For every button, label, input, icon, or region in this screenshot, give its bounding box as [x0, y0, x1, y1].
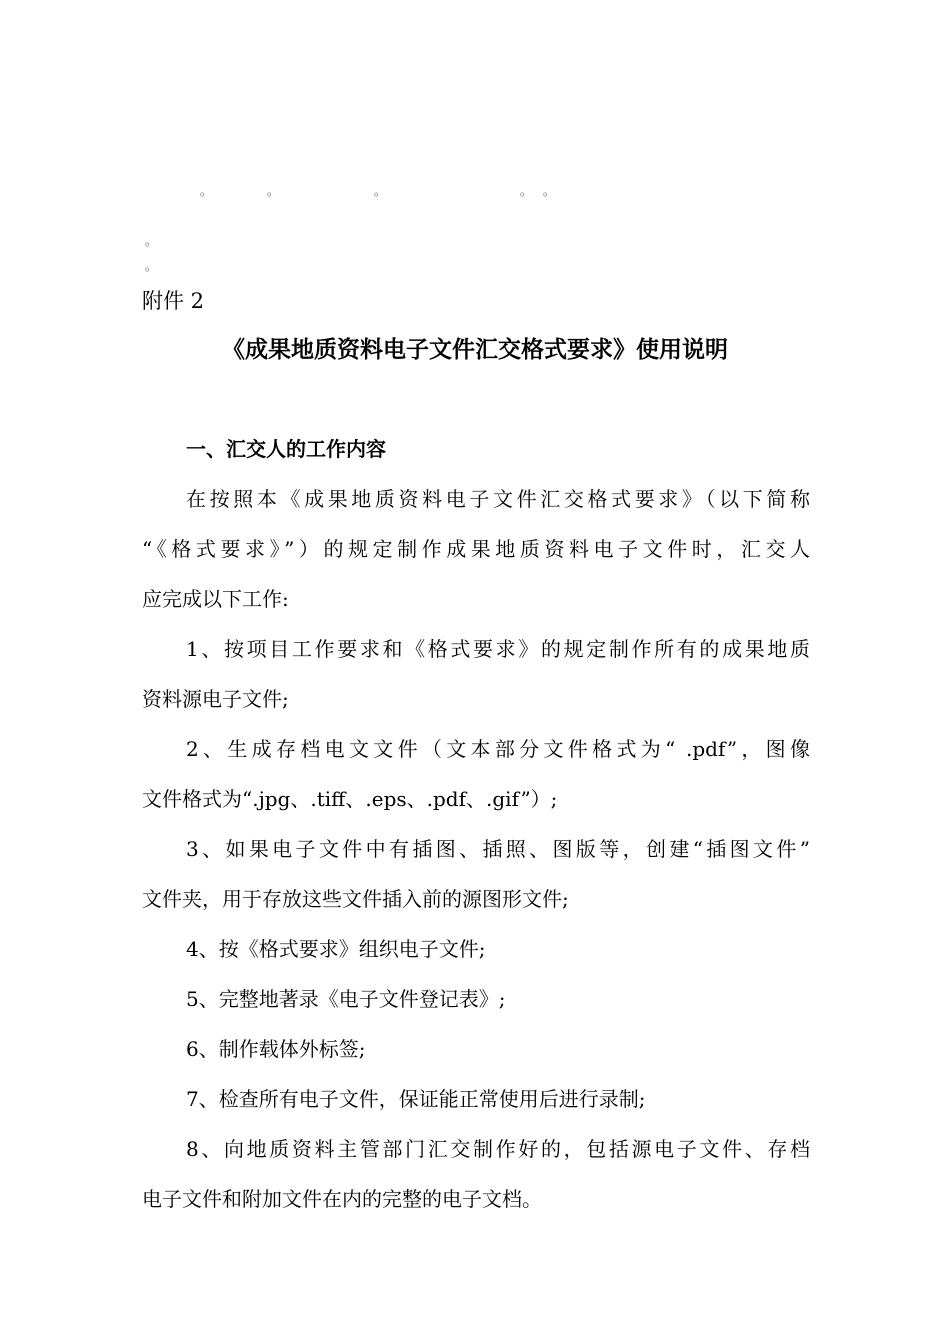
document-title: 《成果地质资料电子文件汇交格式要求》使用说明	[222, 337, 728, 363]
list-item-line: 7、检查所有电子文件，保证能正常使用后进行录制;	[186, 1087, 646, 1111]
attachment-label: 附件 2	[142, 289, 205, 313]
list-item-line: 文件格式为“.jpg、.tiff、.eps、.pdf、.gif”）;	[142, 787, 558, 811]
paragraph-mark: 。	[543, 184, 556, 198]
list-item-line: 文件夹，用于存放这些文件插入前的源图形文件;	[142, 887, 569, 911]
list-item-line: 电子文件和附加文件在内的完整的电子文档。	[142, 1187, 542, 1211]
intro-line: 在按照本《成果地质资料电子文件汇交格式要求》（以下简称	[186, 487, 810, 511]
list-item-line: 6、制作载体外标签;	[186, 1037, 366, 1061]
paragraph-mark: 。	[520, 184, 533, 198]
paragraph-mark: 。	[200, 184, 213, 198]
intro-line: “《格式要求》”）的规定制作成果地质资料电子文件时，汇交人	[142, 537, 810, 561]
list-item-line: 3、如果电子文件中有插图、插照、图版等，创建“插图文件”	[186, 837, 810, 861]
list-item-line: 资料源电子文件;	[142, 687, 289, 711]
section-heading: 一、汇交人的工作内容	[186, 437, 386, 461]
list-item-line: 4、按《格式要求》组织电子文件;	[186, 937, 486, 961]
paragraph-mark: 。	[267, 184, 280, 198]
paragraph-mark: 。	[145, 234, 158, 248]
paragraph-mark: 。	[374, 184, 387, 198]
intro-line: 应完成以下工作:	[142, 587, 289, 611]
paragraph-mark: 。	[145, 259, 158, 273]
list-item-line: 8、向地质资料主管部门汇交制作好的，包括源电子文件、存档	[186, 1137, 810, 1161]
list-item-line: 1、按项目工作要求和《格式要求》的规定制作所有的成果地质	[186, 637, 810, 661]
list-item-line: 2、生成存档电文文件（文本部分文件格式为“ .pdf”，图像	[186, 737, 810, 761]
list-item-line: 5、完整地著录《电子文件登记表》;	[186, 987, 506, 1011]
